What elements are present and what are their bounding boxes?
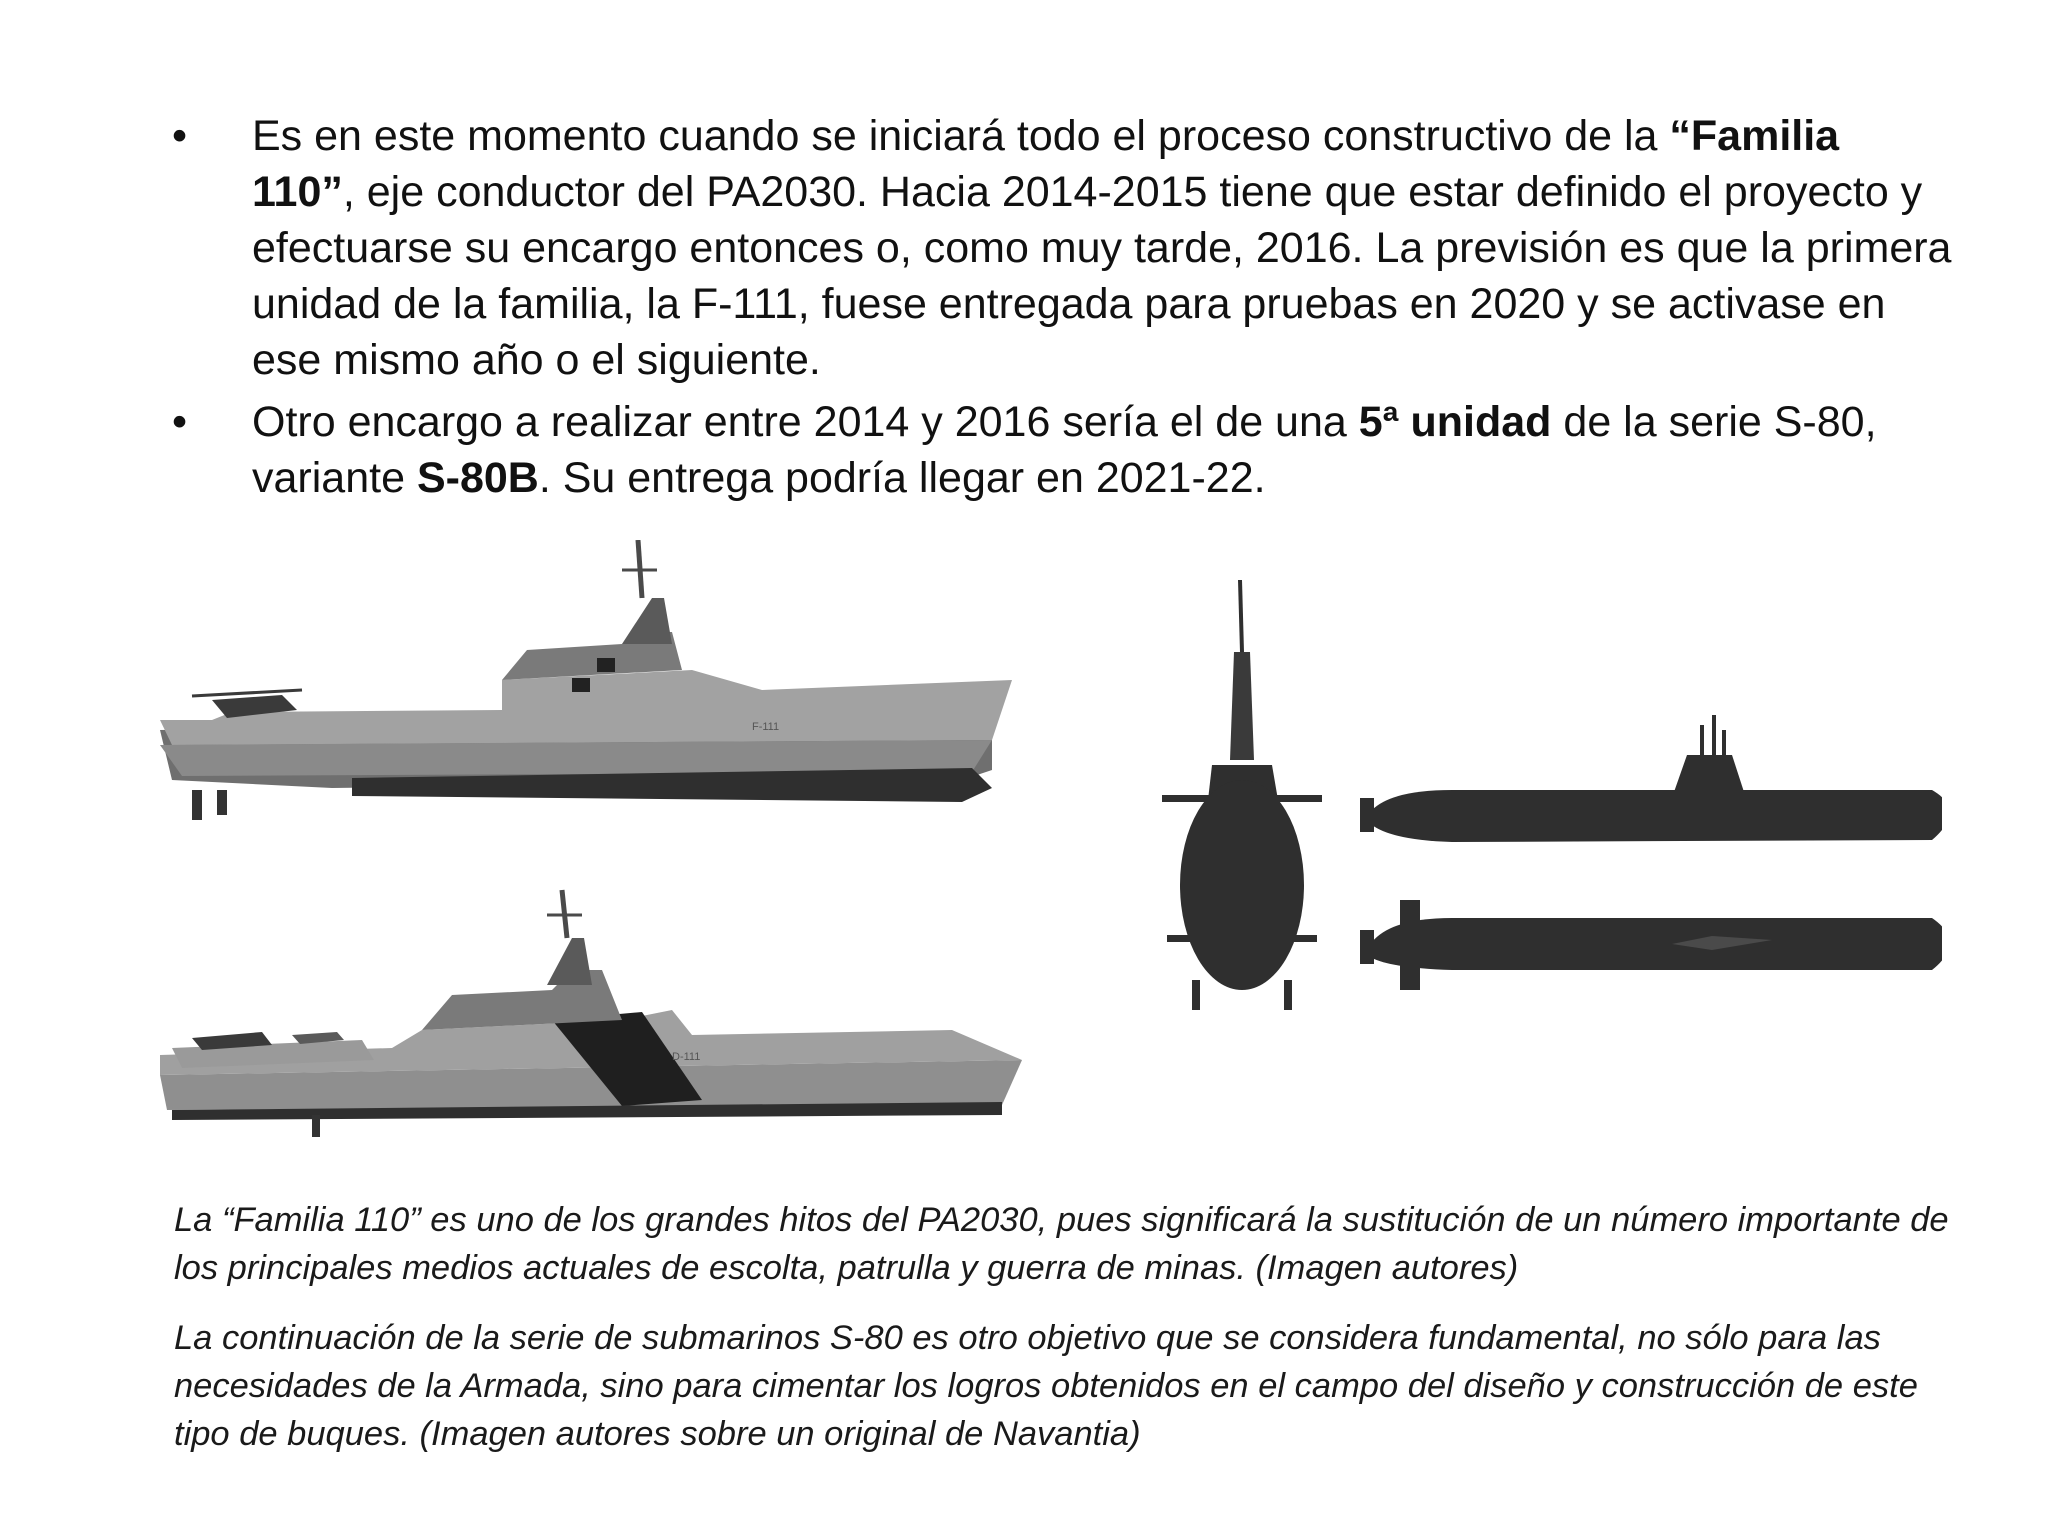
hull-label-top: F-111 (752, 721, 780, 733)
text-run: Es en este momento cuando se iniciará todo el proceso constructivo de la (252, 112, 1670, 160)
bullet-text (252, 394, 1952, 506)
bullet-marker: • (172, 398, 188, 446)
bullet-marker: • (172, 112, 188, 160)
bold-run-familia-110: “Familia 110” (252, 112, 1840, 216)
ships-drawing (152, 540, 1942, 1170)
text-run: Otro encargo a realizar entre 2014 y 2016 sería el de una (252, 398, 1359, 446)
hull-label-bottom: D-111 (672, 1051, 701, 1063)
submarine-side-view (1360, 715, 1942, 842)
captions (174, 1196, 1974, 1480)
text-run: . Su entrega podría llegar en 2021-22. (538, 454, 1266, 502)
submarine-top-view (1360, 900, 1942, 990)
bullet-item-familia-110 (172, 108, 1972, 388)
bold-run-5a-unidad: 5ª unidad (1358, 398, 1552, 446)
bullet-item-s80b (172, 394, 1972, 506)
text-run: de la serie S-80, variante (252, 398, 1877, 502)
ships-illustration (152, 540, 1942, 1170)
bullet-text (252, 108, 1952, 388)
frigate-bottom (160, 890, 1022, 1137)
frigate-top (160, 540, 1012, 820)
bullet-list (172, 108, 1972, 512)
caption-familia-110: La “Familia 110” es uno de los grandes hitos del PA2030, pues significará la sustitución de un número importante de los principales medios actuales de escolta, patrulla y guerra de minas. (Imagen autores) (174, 1201, 1949, 1287)
text-run: , eje conductor del PA2030. Hacia 2014-2015 tiene que estar definido el proyecto y efectuarse su encargo entonces o, como muy tarde, 2016. La previsión es que la primera unidad de la familia, la F-111, fuese entregada para pruebas en 2020 y se activase en ese mismo año o el siguiente. (252, 168, 1952, 384)
submarine-front-view (1162, 580, 1322, 1010)
bold-run-s80b: S-80B (416, 454, 539, 502)
caption-s80: La continuación de la serie de submarinos S-80 es otro objetivo que se considera fundamental, no sólo para las necesidades de la Armada, sino para cimentar los logros obtenidos en el campo del diseño y construcción de este tipo de buques. (Imagen autores sobre un original de Navantia) (174, 1319, 1918, 1453)
